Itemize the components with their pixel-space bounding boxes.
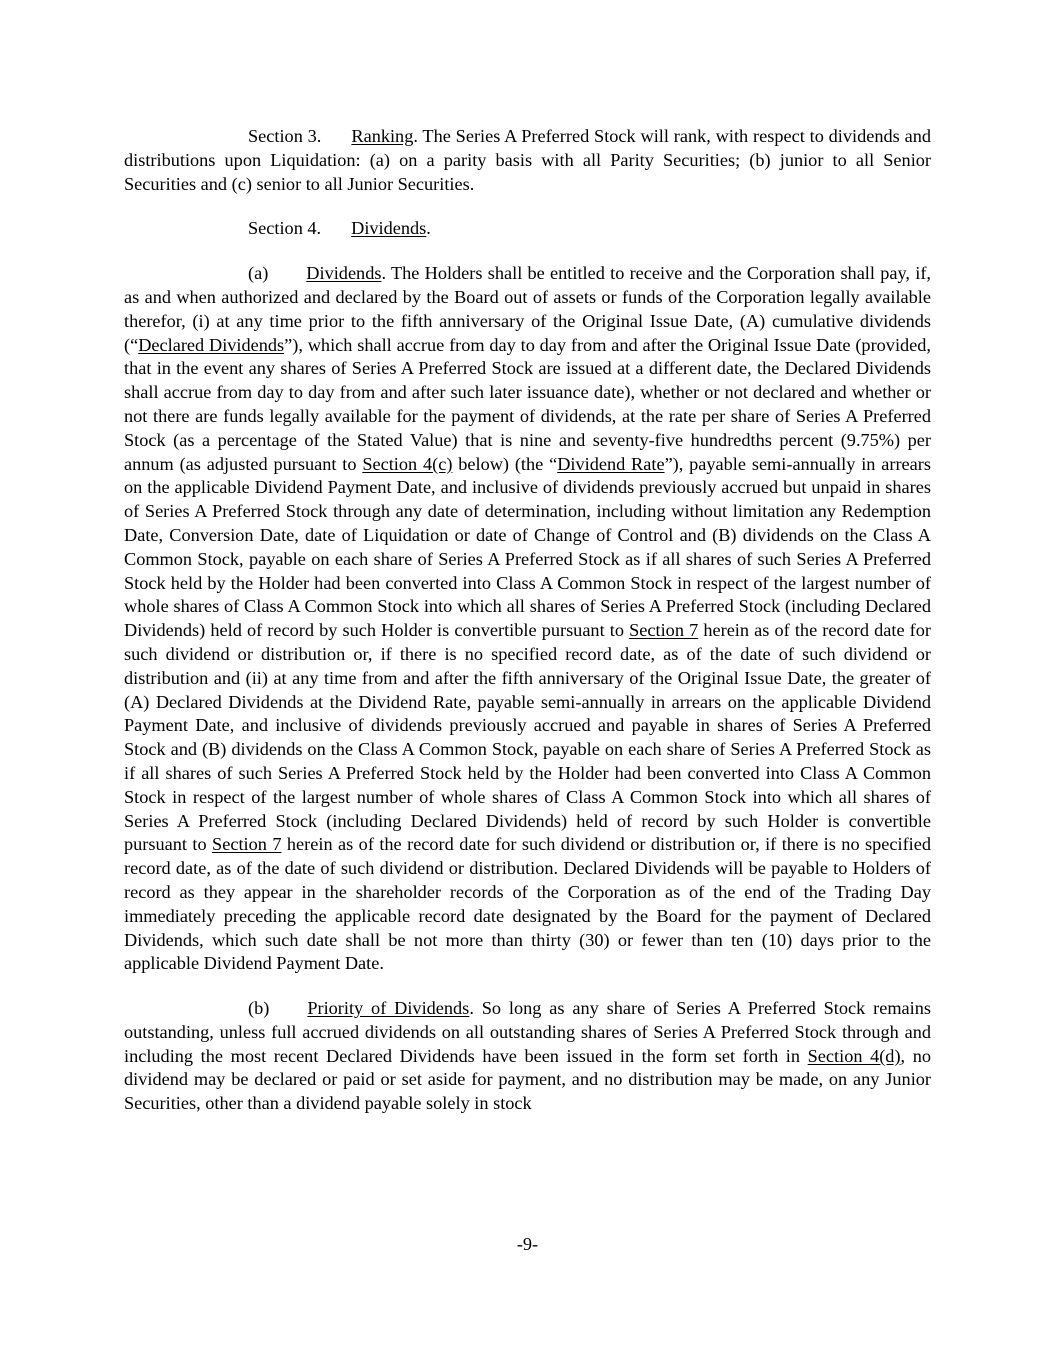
section-4a-text-1: . The Holders shall be entitled to receive and the Corporation shall pay, if, as and when authorized and declared by the Board out of assets or funds of the Corporation legally available therefor, (i) at any time prior to the fifth anniversary of the Original Issue Date, (A) cumulative dividends (“ <box>124 263 931 355</box>
section-4a-text-6: herein as of the record date for such dividend or distribution or, if there is no specified record date, as of the date of such dividend or distribution. Declared Dividends will be payable to Holders of record as they appear in the shareholder records of the Corporation as of the end of the Trading Day immediately preceding the applicable record date designated by the Board for the payment of Declared Dividends, which such date shall be not more than thirty (30) or fewer than ten (10) days prior to the applicable Dividend Payment Date. <box>124 834 931 974</box>
section-4b-paragraph <box>124 997 931 1116</box>
section-3-heading: Ranking <box>351 126 414 146</box>
section-4b-heading: Priority of Dividends <box>307 998 470 1019</box>
section-4a-label: (a) <box>248 263 269 284</box>
section-4b-text-2: , no dividend may be declared or paid or set aside for payment, and no distribution may be made, on any Junior Securities, other than a dividend payable solely in stock <box>124 1045 932 1114</box>
section-4-label: Section 4. <box>248 218 322 239</box>
cross-reference-section-7-second: Section 7 <box>212 834 282 855</box>
section-4-heading-suffix: . <box>426 218 431 239</box>
section-4a-heading: Dividends <box>306 263 382 284</box>
cross-reference-section-7: Section 7 <box>629 620 699 641</box>
section-3-label: Section 3. <box>248 126 322 146</box>
section-4a-text-5: herein as of the record date for such dividend or distribution or, if there is no specified record date, as of the date of such dividend or distribution and (ii) at any time from and after the fifth anniversary of the Original Issue Date, the greater of (A) Declared Dividends at the Dividend Rate, payable semi-annually in arrears on the applicable Dividend Payment Date, and inclusive of dividends previously accrued and payable in shares of Series A Preferred Stock and (B) dividends on the Class A Common Stock, payable on each share of Series A Preferred Stock as if all shares of such Series A Preferred Stock held by the Holder had been converted into Class A Common Stock in respect of the largest number of whole shares of Class A Common Stock into which all shares of Series A Preferred Stock (including Declared Dividends) held of record by such Holder is convertible pursuant to <box>124 620 931 855</box>
section-4-heading: Dividends <box>351 218 427 239</box>
section-4b-label: (b) <box>248 998 270 1019</box>
section-3-paragraph <box>124 125 931 196</box>
document-body <box>124 125 931 1116</box>
section-4-heading-paragraph <box>124 217 931 241</box>
section-4a-text-2: ”), which shall accrue from day to day from and after the Original Issue Date (provided, that in the event any shares of Series A Preferred Stock are issued at a different date, the Declared Dividends shall accrue from day to day from and after such later issuance date), whether or not declared and whether or not there are funds legally available for the payment of dividends, at the rate per share of Series A Preferred Stock (as a percentage of the Stated Value) that is nine and seventy-five hundredths percent (9.75%) per annum (as adjusted pursuant to <box>124 334 931 474</box>
cross-reference-section-4c: Section 4(c) <box>362 453 453 474</box>
cross-reference-section-4d: Section 4(d) <box>807 1045 901 1066</box>
defined-term-dividend-rate: Dividend Rate <box>557 453 665 474</box>
section-4b-text-1: . So long as any share of Series A Preferred Stock remains outstanding, unless full accrued dividends on all outstanding shares of Series A Preferred Stock through and including the most recent Declared Dividends have been issued in the form set forth in <box>124 998 932 1066</box>
page-number: -9- <box>516 1234 539 1254</box>
section-4a-paragraph <box>124 262 931 976</box>
defined-term-declared-dividends: Declared Dividends <box>138 334 285 355</box>
section-4a-text-3: below) (the “ <box>452 453 558 474</box>
section-3-text: . The Series A Preferred Stock will rank, with respect to dividends and distributions upon Liquidation: (a) on a parity basis with all Parity Securities; (b) junior to all Senior Securities and (c) senior to all Junior Securities. <box>124 126 931 194</box>
section-4a-text-4: ”), payable semi-annually in arrears on the applicable Dividend Payment Date, and inclusive of dividends previously accrued but unpaid in shares of Series A Preferred Stock through any date of determination, including without limitation any Redemption Date, Conversion Date, date of Liquidation or date of Change of Control and (B) dividends on the Class A Common Stock, payable on each share of Series A Preferred Stock as if all shares of such Series A Preferred Stock held by the Holder had been converted into Class A Common Stock in respect of the largest number of whole shares of Class A Common Stock into which all shares of Series A Preferred Stock (including Declared Dividends) held of record by such Holder is convertible pursuant to <box>124 453 931 641</box>
